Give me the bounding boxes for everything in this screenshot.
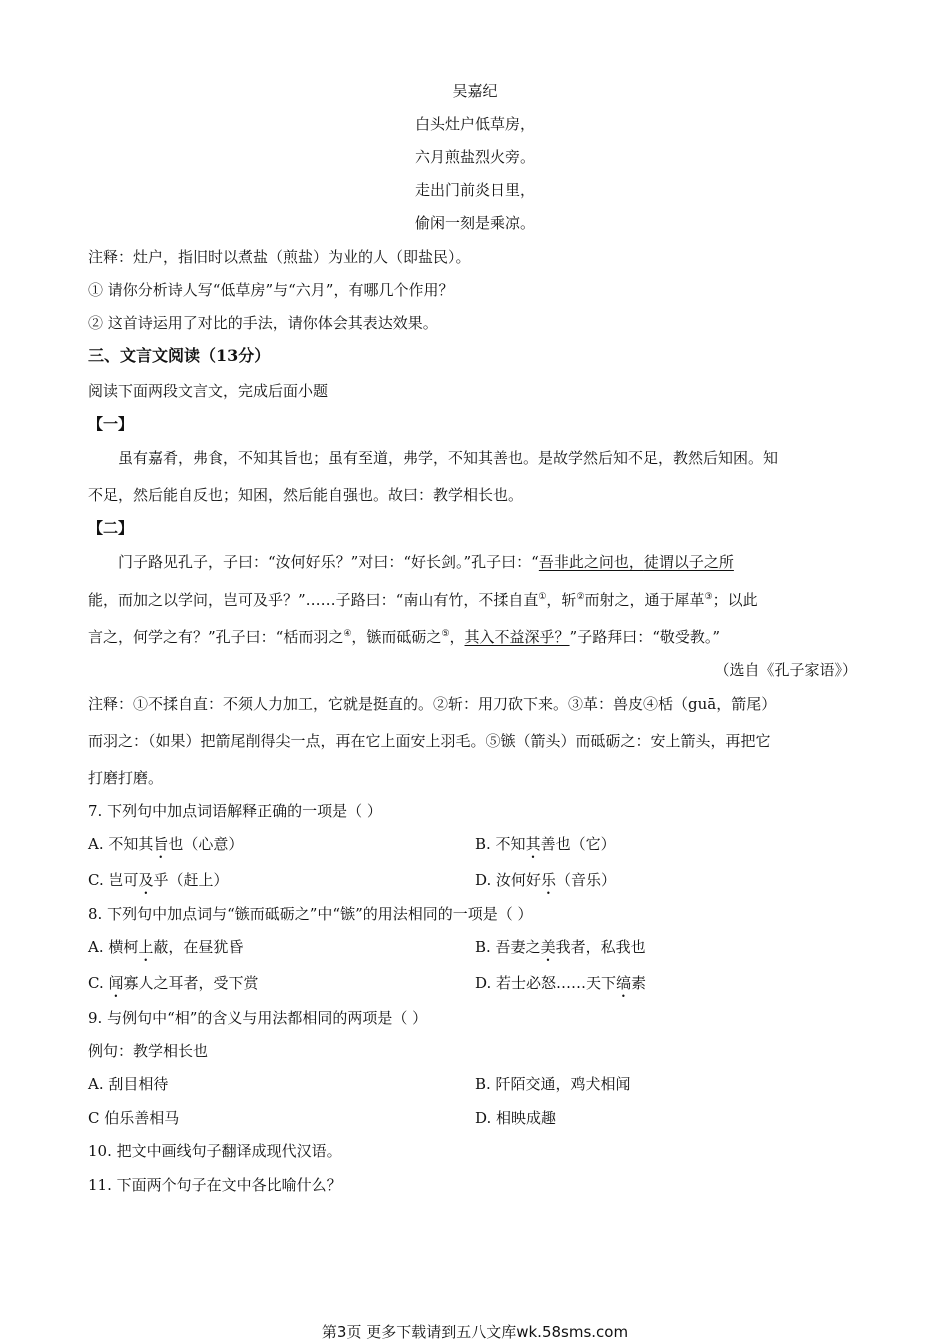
part-2-line-3: 言之，何学之有？”孔子曰：“栝而羽之④，镞而砥砺之⑤，其入不益深乎？”子路拜曰：“敬受教。” xyxy=(88,628,721,646)
question-8-option-b: B. 吾妻之美我者，私我也 xyxy=(475,938,646,956)
question-9-example: 例句：教学相长也 xyxy=(88,1042,209,1060)
question-8-option-a: A. 横柯上蔽，在昼犹昏 xyxy=(88,938,244,956)
underlined-sentence-1b: 徒谓以子之所 xyxy=(643,553,734,571)
notes-line-3: 打磨打磨。 xyxy=(88,769,164,787)
poem-line-2: 六月煎盐烈火旁。 xyxy=(414,148,535,166)
question-7-stem: 7. 下列句中加点词语解释正确的一项是（ ） xyxy=(88,802,382,820)
notes-line-1: 注释：①不揉自直：不须人力加工，它就是挺直的。②斩：用刀砍下来。③革：兽皮④栝（guā，箭尾） xyxy=(88,695,777,713)
question-8-option-c: C. 闻寡人之耳者，受下赏 xyxy=(88,974,259,992)
notes-line-2: 而羽之：（如果）把箭尾削得尖一点，再在它上面安上羽毛。⑤镞（箭头）而砥砺之：安上箭头，再把它 xyxy=(88,732,771,750)
question-8-option-d: D. 若士必怒……天下缟素 xyxy=(475,974,647,992)
question-8-stem: 8. 下列句中加点词与“镞而砥砺之”中“镞”的用法相同的一项是（ ） xyxy=(88,905,533,923)
footnote-mark-5: ⑤ xyxy=(441,629,450,639)
question-7-option-d: D. 汝何好乐（音乐） xyxy=(475,871,617,889)
section-3-title: 三、文言文阅读（13分） xyxy=(88,346,271,365)
question-9-option-d: D. 相映成趣 xyxy=(475,1109,557,1127)
question-9-stem: 9. 与例句中“相”的含义与用法都相同的两项是（ ） xyxy=(88,1009,428,1027)
part-1-line-2: 不足，然后能自反也；知困，然后能自强也。故曰：教学相长也。 xyxy=(88,486,524,504)
question-9-option-a: A. 刮目相待 xyxy=(88,1075,169,1093)
part-1-label: 【一】 xyxy=(88,415,134,433)
poem-line-3: 走出门前炎日里， xyxy=(414,181,535,199)
poem-question-2: ② 这首诗运用了对比的手法，请你体会其表达效果。 xyxy=(88,314,438,332)
footnote-mark-4: ④ xyxy=(343,629,352,639)
section-3-intro: 阅读下面两段文言文，完成后面小题 xyxy=(88,382,329,400)
part-1-line-1: 虽有嘉肴，弗食，不知其旨也；虽有至道，弗学，不知其善也。是故学然后知不足，教然后知困。知 xyxy=(118,449,779,467)
question-7-option-a: A. 不知其旨也（心意） xyxy=(88,835,244,853)
footnote-mark-2: ② xyxy=(576,592,585,602)
question-9-option-c: C 伯乐善相马 xyxy=(88,1109,180,1127)
question-10: 10. 把文中画线句子翻译成现代汉语。 xyxy=(88,1142,342,1160)
part-2-label: 【二】 xyxy=(88,519,134,537)
footnote-mark-3: ③ xyxy=(704,592,713,602)
underlined-sentence-1c: 能，而加之以学问，岂可及乎？”……子路曰：“南山有竹，不揉自直 xyxy=(88,591,539,609)
underlined-sentence-1a: 吾非此之问也， xyxy=(538,553,644,571)
footnote-mark-1: ① xyxy=(538,592,547,602)
underlined-sentence-2: 其入不益深乎？ xyxy=(464,628,570,646)
page-footer: 第3页 更多下载请到五八文库wk.58sms.com xyxy=(321,1323,629,1341)
poem-author: 吴嘉纪 xyxy=(452,82,498,100)
poem-line-4: 偷闲一刻是乘凉。 xyxy=(414,214,535,232)
poem-line-1: 白头灶户低草房， xyxy=(414,115,535,133)
poem-note: 注释：灶户，指旧时以煮盐（煎盐）为业的人（即盐民）。 xyxy=(88,248,471,266)
question-9-option-b: B. 阡陌交通，鸡犬相闻 xyxy=(475,1075,631,1093)
source-citation: （选自《孔子家语》） xyxy=(714,661,857,679)
question-11: 11. 下面两个句子在文中各比喻什么？ xyxy=(88,1176,342,1194)
part-2-line-2: 能，而加之以学问，岂可及乎？”……子路曰：“南山有竹，不揉自直①，斩②而射之，通于犀革③；以此 xyxy=(88,591,758,609)
question-7-option-b: B. 不知其善也（它） xyxy=(475,835,616,853)
question-7-option-c: C. 岂可及乎（赶上） xyxy=(88,871,229,889)
part-2-line-1: 门子路见孔子，子曰：“汝何好乐？”对曰：“好长剑。”孔子曰：“吾非此之问也，徒谓以子之所 xyxy=(118,553,734,571)
poem-question-1: ① 请你分析诗人写“低草房”与“六月”，有哪几个作用？ xyxy=(88,281,454,299)
